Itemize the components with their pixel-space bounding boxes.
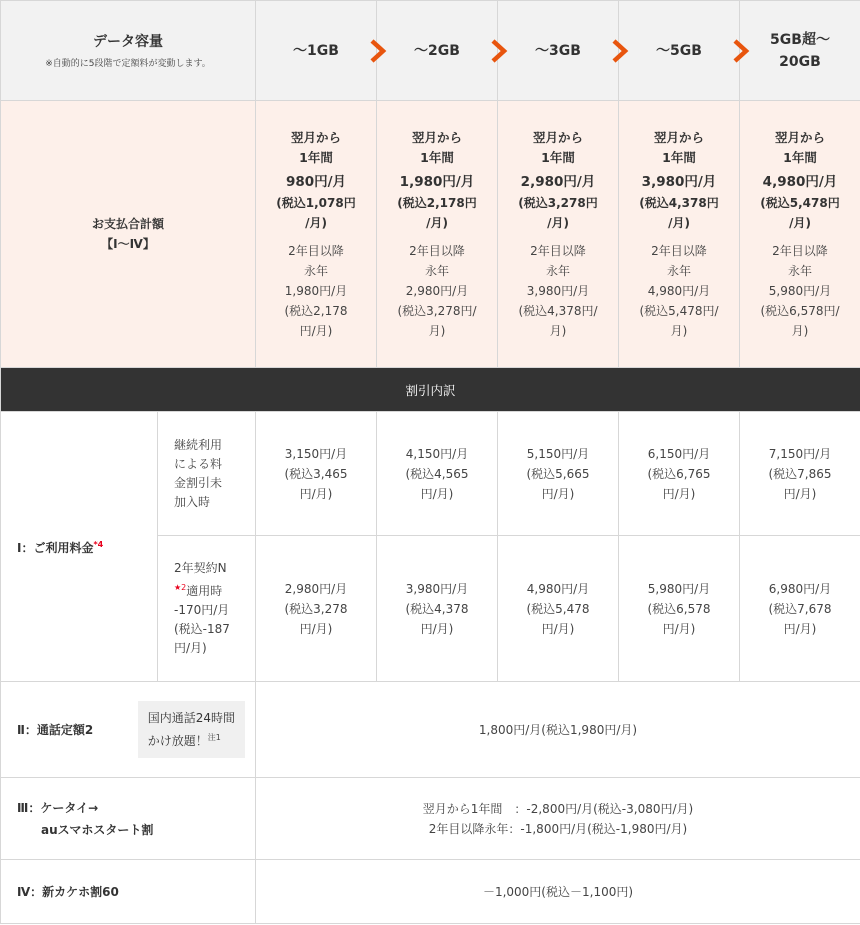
payment-cell (377, 101, 498, 368)
discount-band-row (1, 368, 860, 412)
payment-after: 2年目以降 永年 1,980円/月 (税込2,178 円/月) (284, 243, 348, 338)
payment-cell (619, 101, 740, 368)
contract-label-detail: 適用時 -170円/月 (税込-187 円/月) (174, 584, 230, 655)
tier-label: 〜2GB (414, 42, 460, 59)
chevron-right-icon (610, 39, 630, 63)
contract-label: 2年契約N (174, 561, 227, 575)
usage-cell: 4,980円/月 (税込5,478 円/月) (498, 536, 619, 682)
usage-label-mark: *4 (93, 540, 104, 549)
contract-mark: ★2 (174, 583, 187, 592)
family-value: －1,000円(税込－1,100円) (256, 860, 860, 924)
payment-cell (498, 101, 619, 368)
usage-cell: 4,150円/月 (税込4,565 円/月) (377, 412, 498, 536)
payment-after: 2年目以降 永年 4,980円/月 (税込5,478円/ 月) (639, 243, 719, 338)
payment-period: 翌月から 1年間 (653, 129, 704, 165)
discount-breakdown-band: 割引内訳 (1, 368, 860, 412)
family-row (1, 860, 860, 924)
tier-header (377, 1, 498, 101)
call-row (1, 682, 860, 778)
tier-label: 〜1GB (293, 42, 339, 59)
family-label: Ⅳ：新カケホ割60 (1, 860, 256, 924)
usage-row-a-label: 継続利用 による料 金割引未 加入時 (158, 412, 256, 536)
usage-row-a (1, 412, 860, 536)
payment-cell (256, 101, 377, 368)
usage-row-b-label (158, 536, 256, 682)
payment-price-tax: (税込2,178円 /月) (397, 195, 477, 230)
call-label: Ⅱ：通話定額2 (17, 722, 94, 737)
chevron-right-icon (368, 39, 388, 63)
payment-label: お支払合計額 (91, 217, 164, 231)
payment-price: 980円/月 (285, 173, 347, 190)
tier-header (498, 1, 619, 101)
call-badge (138, 701, 245, 758)
payment-after: 2年目以降 永年 2,980円/月 (税込3,278円/ 月) (397, 243, 477, 338)
usage-cell: 3,980円/月 (税込4,378 円/月) (377, 536, 498, 682)
usage-cell: 6,150円/月 (税込6,765 円/月) (619, 412, 740, 536)
header-note: ※自動的に5段階で定額料が変動します。 (45, 59, 211, 69)
chevron-right-icon (731, 39, 751, 63)
switch-value: 翌月から1年間 ：-2,800円/月(税込-3,080円/月) 2年目以降永年：-1,800円/月(税込-1,980円/月) (256, 778, 860, 860)
usage-cell: 2,980円/月 (税込3,278 円/月) (256, 536, 377, 682)
header-row (1, 1, 860, 101)
payment-period: 翌月から 1年間 (411, 129, 462, 165)
payment-price: 1,980円/月 (399, 173, 475, 190)
call-label-cell (1, 682, 256, 778)
switch-label: Ⅲ：ケータイ→ auスマホスタート割 (1, 778, 256, 860)
tier-label: 5GB超〜 20GB (770, 31, 830, 70)
data-capacity-header (1, 1, 256, 101)
tier-header (256, 1, 377, 101)
usage-label-cell (1, 412, 158, 682)
chevron-right-icon (489, 39, 509, 63)
payment-price: 4,980円/月 (762, 173, 838, 190)
payment-price-tax: (税込4,378円 /月) (639, 195, 719, 230)
payment-period: 翌月から 1年間 (290, 129, 341, 165)
payment-price: 3,980円/月 (641, 173, 717, 190)
header-title: データ容量 (93, 34, 163, 50)
tier-label: 〜5GB (656, 42, 702, 59)
payment-price-tax: (税込5,478円 /月) (760, 195, 840, 230)
payment-price-tax: (税込1,078円 /月) (276, 195, 356, 230)
payment-cell (740, 101, 860, 368)
payment-after: 2年目以降 永年 3,980円/月 (税込4,378円/ 月) (518, 243, 598, 338)
payment-period: 翌月から 1年間 (532, 129, 583, 165)
tier-header (740, 1, 860, 101)
payment-after: 2年目以降 永年 5,980円/月 (税込6,578円/ 月) (760, 243, 840, 338)
call-value: 1,800円/月(税込1,980円/月) (256, 682, 860, 778)
payment-row (1, 101, 860, 368)
tier-label: 〜3GB (535, 42, 581, 59)
usage-cell: 5,980円/月 (税込6,578 円/月) (619, 536, 740, 682)
payment-label-cell (1, 101, 256, 368)
switch-row (1, 778, 860, 860)
call-badge-mark: 注1 (207, 733, 221, 742)
usage-label: Ⅰ：ご利用料金 (17, 541, 94, 555)
payment-price: 2,980円/月 (520, 173, 596, 190)
call-badge-text: 国内通話24時間 かけ放題！ (147, 711, 235, 748)
usage-cell: 5,150円/月 (税込5,665 円/月) (498, 412, 619, 536)
payment-period: 翌月から 1年間 (774, 129, 825, 165)
tier-header (619, 1, 740, 101)
usage-cell: 6,980円/月 (税込7,678 円/月) (740, 536, 860, 682)
payment-price-tax: (税込3,278円 /月) (518, 195, 598, 230)
usage-cell: 7,150円/月 (税込7,865 円/月) (740, 412, 860, 536)
payment-label-range: 【Ⅰ〜Ⅳ】 (101, 237, 155, 251)
usage-cell: 3,150円/月 (税込3,465 円/月) (256, 412, 377, 536)
